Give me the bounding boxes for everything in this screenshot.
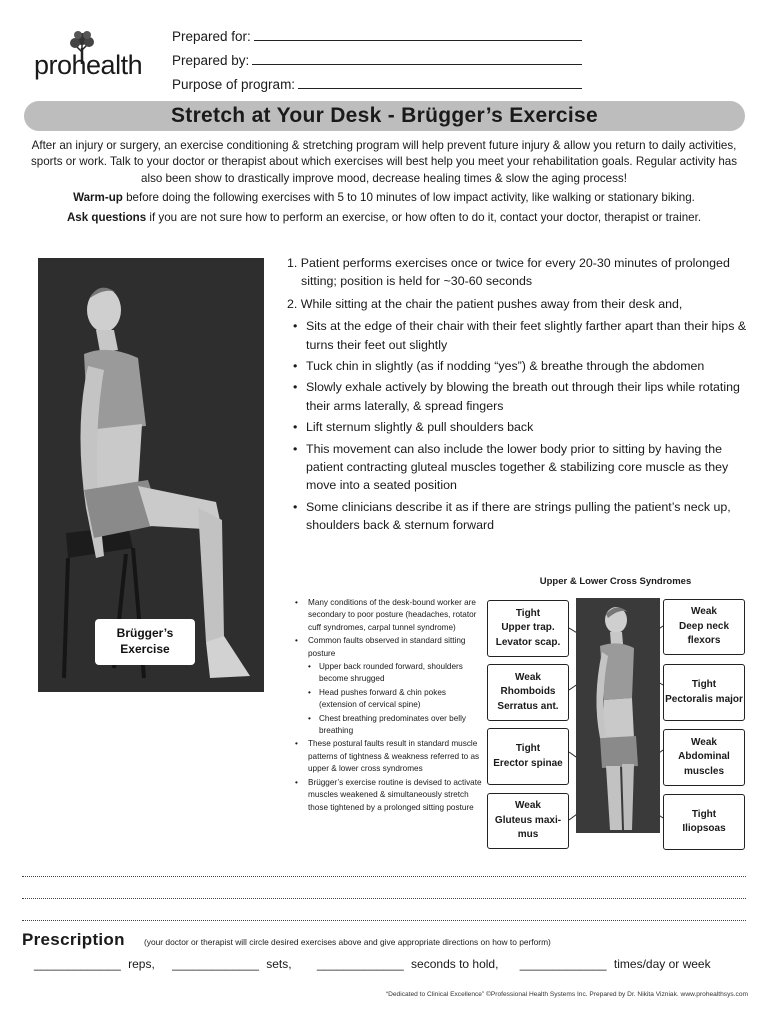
cross-box-muscle: Levator scap.: [495, 636, 561, 648]
cross-box-left-3: [487, 728, 569, 785]
cross-box-muscle: muscles: [683, 765, 725, 777]
ask-bold: Ask questions: [66, 210, 147, 224]
prepared-by-row[interactable]: [172, 44, 582, 68]
step-2-bullets: [287, 317, 747, 534]
warmup-paragraph: [26, 190, 742, 206]
cross-box-muscle: Upper trap.: [501, 622, 555, 634]
times-blank[interactable]: _____________: [519, 957, 607, 971]
photo-label: [95, 619, 195, 665]
fault-item: • Common faults observed in standard sitting posture: [290, 635, 485, 660]
cross-box-muscle: Rhomboids: [500, 686, 556, 698]
exercise-photo: [38, 258, 264, 692]
cross-box-muscle: Erector spinae: [493, 757, 563, 769]
list-item: • This movement can also include the lower body prior to sitting by having the patient contracting gluteal muscles together & stabilizing core muscle as they move into a seated position: [287, 440, 747, 495]
cross-box-muscle: Serratus ant.: [497, 700, 559, 712]
notes-line[interactable]: [22, 920, 746, 921]
cross-box-status: Tight: [691, 808, 717, 820]
cross-box-left-1: [487, 600, 569, 657]
fault-item: • These postural faults result in standard muscle patterns of tightness & weakness referred to as upper & lower cross syndromes: [290, 738, 485, 775]
notes-line[interactable]: [22, 876, 746, 877]
step-2: 2. While sitting at the chair the patient pushes away from their desk and,: [287, 296, 683, 311]
ask-text: if you are not sure how to perform an exercise, or how often to do it, contact your doctor, therapist or trainer.: [146, 210, 702, 224]
seconds-label: seconds to hold,: [411, 957, 499, 971]
reps-label: reps,: [128, 957, 155, 971]
prepared-for-label: Prepared for:: [172, 29, 251, 44]
intro-paragraph: After an injury or surgery, an exercise conditioning & stretching program will help prevent future injury & allow you return to daily activities, sports or work. Talk to your doctor or therapist about which exercises will best help you meet your rehabilitation goals. Regular activity has also been show to drastically improve mood, decrease healing times & slow the aging process!: [30, 139, 738, 185]
purpose-label: Purpose of program:: [172, 77, 296, 92]
photo-label-line2: Exercise: [120, 642, 170, 656]
standing-figure-illustration: [576, 598, 660, 833]
cross-box-muscle: Gluteus maxi-: [494, 814, 562, 826]
cross-box-status: Tight: [515, 607, 541, 619]
fault-item: • Many conditions of the desk-bound worker are secondary to poor posture (headaches, rotator cuff syndromes, carpal tunnel syndrome): [290, 597, 485, 634]
list-item: • Slowly exhale actively by blowing the breath out through their lips while rotating their arms laterally, & spread fingers: [287, 378, 747, 415]
purpose-line[interactable]: [298, 75, 582, 89]
cross-box-status: Tight: [515, 743, 541, 754]
prepared-fields: [172, 20, 582, 92]
cross-box-muscle: mus: [517, 829, 539, 841]
times-label: times/day or week: [613, 957, 711, 971]
seconds-blank[interactable]: _____________: [316, 957, 404, 971]
standing-figure-photo: [576, 598, 660, 833]
footer-credit: “Dedicated to Clinical Excellence” ©Professional Health Systems Inc. Prepared by Dr. Nikita Vizniak. www.prohealthsys.com: [385, 991, 748, 998]
prescription-title: Prescription: [22, 930, 125, 949]
cross-box-muscle: Abdominal: [678, 751, 730, 763]
prohealth-logo: [34, 30, 164, 86]
sets-blank[interactable]: _____________: [172, 957, 259, 971]
cross-box-right-4: [663, 794, 745, 850]
list-item: • Some clinicians describe it as if there are strings pulling the patient’s neck up, shoulders back & sternum forward: [287, 498, 747, 535]
fault-sub-item: • Upper back rounded forward, shoulders become shrugged: [290, 661, 485, 686]
notes-line[interactable]: [22, 898, 746, 899]
intro-text: [26, 138, 742, 229]
cross-box-status: Weak: [515, 800, 541, 812]
ask-paragraph: [26, 210, 742, 226]
fault-sub-item: • Head pushes forward & chin pokes (extension of cervical spine): [290, 687, 485, 712]
photo-label-line1: Brügger’s: [116, 626, 174, 640]
cross-box-muscle: flexors: [687, 635, 721, 647]
prescription-note: (your doctor or therapist will circle desired exercises above and give appropriate directions on how to perform): [144, 937, 551, 947]
cross-box-status: Weak: [515, 671, 541, 683]
list-item: • Sits at the edge of their chair with their feet slightly farther apart than their hips & turns their feet out slightly: [287, 317, 747, 354]
reps-blank[interactable]: _____________: [34, 957, 121, 971]
exercise-steps: [287, 254, 747, 538]
prepared-by-label: Prepared by:: [172, 53, 250, 68]
page-title: Stretch at Your Desk - Brügger’s Exercise: [24, 101, 745, 131]
cross-box-status: Weak: [691, 736, 717, 748]
prescription-fields: [34, 957, 715, 971]
cross-box-left-2: [487, 664, 569, 721]
cross-box-right-2: [663, 664, 745, 721]
posture-faults: [290, 597, 485, 815]
cross-box-muscle: Iliopsoas: [682, 823, 726, 834]
prepared-for-line[interactable]: [254, 27, 582, 41]
warmup-text: before doing the following exercises with 5 to 10 minutes of low impact activity, like walking or stationary biking.: [122, 191, 695, 205]
fault-item: • Brügger’s exercise routine is devised to activate muscles weakened & simultaneously stretch those tightened by a prolonged sitting posture: [290, 777, 485, 814]
prepared-by-line[interactable]: [252, 51, 582, 65]
fault-sub-item: • Chest breathing predominates over belly breathing: [290, 713, 485, 738]
prepared-for-row[interactable]: [172, 20, 582, 44]
warmup-bold: Warm-up: [73, 191, 123, 205]
cross-box-right-1: [663, 599, 745, 655]
sets-label: sets,: [266, 957, 292, 971]
cross-box-right-3: [663, 729, 745, 786]
fault-sub-list: [290, 661, 485, 737]
logo-text: prohealth: [34, 50, 143, 80]
purpose-row[interactable]: [172, 68, 582, 92]
cross-box-status: Weak: [691, 606, 717, 618]
list-item: • Tuck chin in slightly (as if nodding “yes”) & breathe through the abdomen: [287, 357, 747, 375]
cross-box-status: Tight: [691, 679, 717, 690]
step-1: 1. Patient performs exercises once or twice for every 20-30 minutes of prolonged sitting; position is held for ~30-60 seconds: [287, 256, 730, 289]
cross-syndrome-title: Upper & Lower Cross Syndromes: [539, 576, 692, 587]
cross-box-muscle: Deep neck: [678, 620, 730, 632]
list-item: • Lift sternum slightly & pull shoulders back: [287, 418, 747, 436]
cross-box-muscle: Pectoralis major: [665, 693, 743, 705]
cross-box-left-4: [487, 793, 569, 849]
